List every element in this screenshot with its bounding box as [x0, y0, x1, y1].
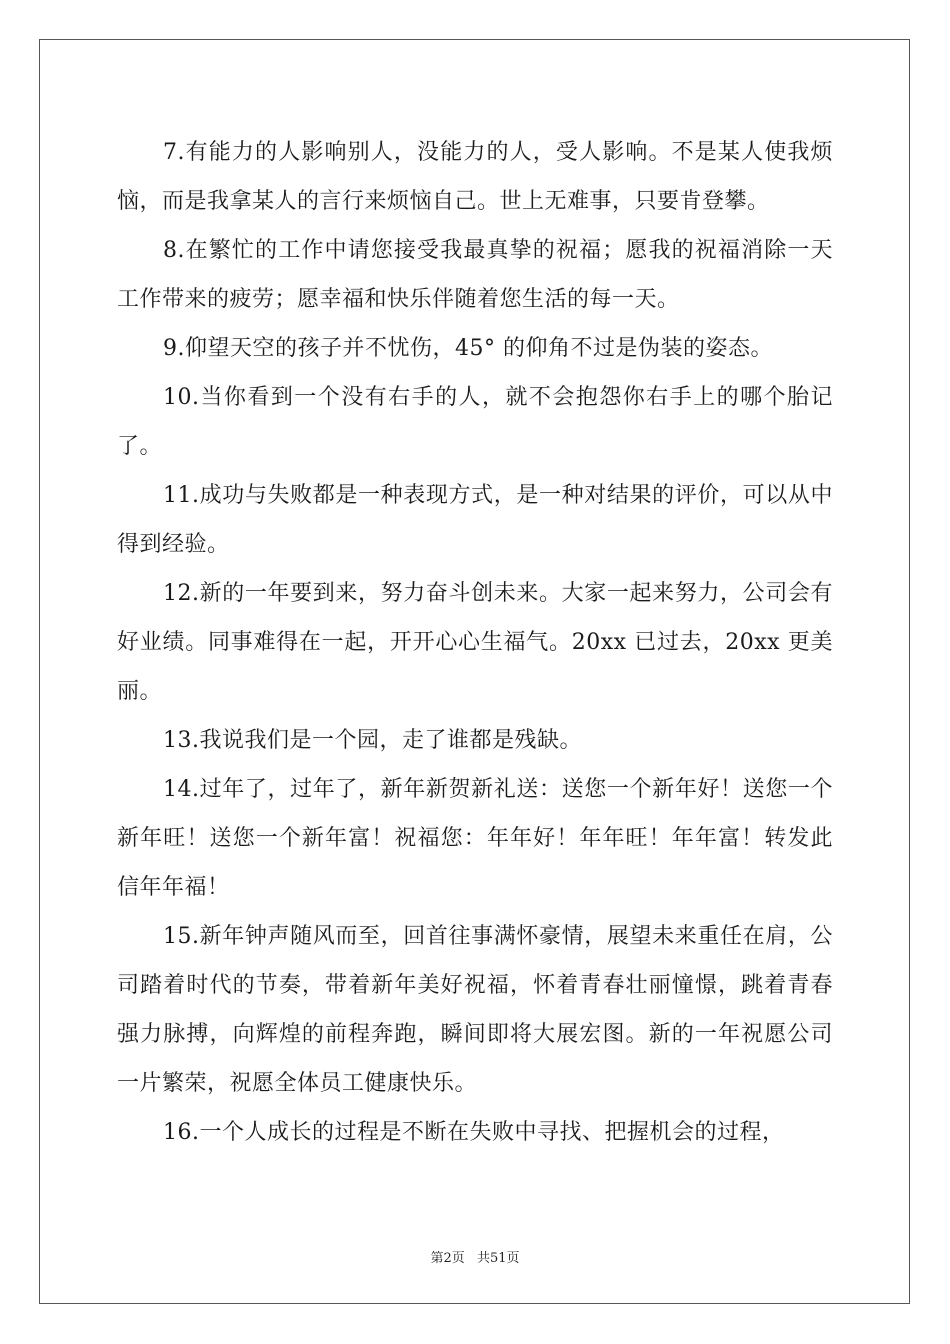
- paragraph-10: 10.当你看到一个没有右手的人，就不会抱怨你右手上的哪个胎记了。: [117, 385, 833, 459]
- paragraph-9: 9.仰望天空的孩子并不忧伤，45° 的仰角不过是伪装的姿态。: [163, 336, 773, 361]
- document-body: [117, 128, 833, 1157]
- paragraph-16: 16.一个人成长的过程是不断在失败中寻找、把握机会的过程，: [163, 1120, 785, 1145]
- paragraph-13: 13.我说我们是一个园，走了谁都是残缺。: [163, 728, 582, 753]
- paragraph-8: 8.在繁忙的工作中请您接受我最真挚的祝福；愿我的祝福消除一天工作带来的疲劳；愿幸福和快乐伴随着您生活的每一天。: [117, 238, 833, 312]
- paragraph-14: 14.过年了，过年了，新年新贺新礼送：送您一个新年好！送您一个新年旺！送您一个新年富！祝福您：年年好！年年旺！年年富！转发此信年年福！: [117, 777, 833, 900]
- paragraph-7: 7.有能力的人影响别人，没能力的人，受人影响。不是某人使我烦恼，而是我拿某人的言行来烦恼自己。世上无难事，只要肯登攀。: [117, 140, 833, 214]
- page-total: 共51页: [476, 1251, 520, 1266]
- page-number: 第2页: [430, 1251, 465, 1266]
- paragraph-11: 11.成功与失败都是一种表现方式，是一种对结果的评价，可以从中得到经验。: [117, 483, 833, 557]
- paragraph-12: 12.新的一年要到来，努力奋斗创未来。大家一起来努力，公司会有好业绩。同事难得在一起，开开心心生福气。20xx 已过去，20xx 更美丽。: [117, 581, 833, 704]
- page-footer: [0, 1247, 950, 1266]
- paragraph-15: 15.新年钟声随风而至，回首往事满怀豪情，展望未来重任在肩，公司踏着时代的节奏，带着新年美好祝福，怀着青春壮丽憧憬，跳着青春强力脉搏，向辉煌的前程奔跑，瞬间即将大展宏图。新的一年祝愿公司一片繁荣，祝愿全体员工健康快乐。: [117, 924, 833, 1096]
